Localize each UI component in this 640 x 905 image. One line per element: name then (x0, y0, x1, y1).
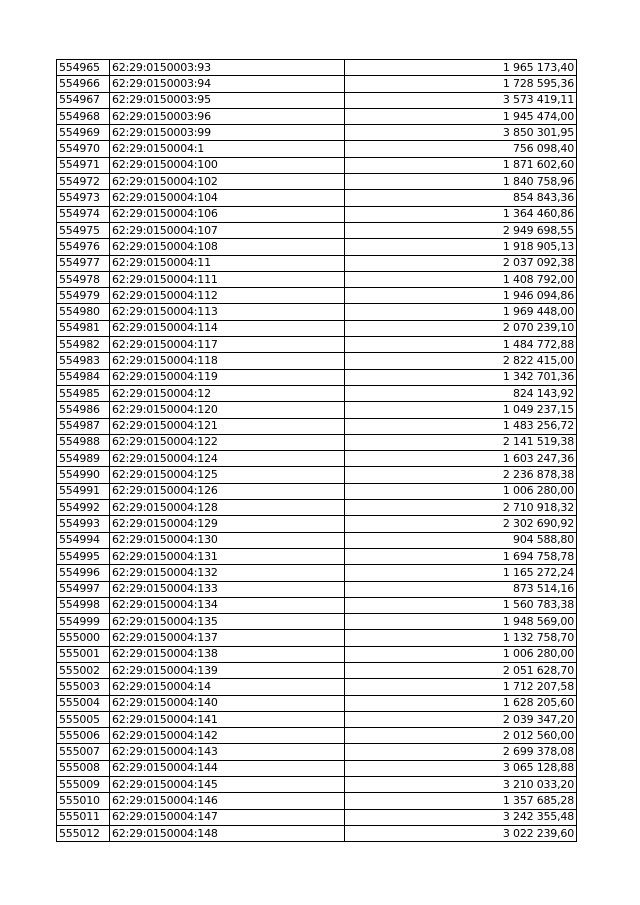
row-id: 555004 (57, 695, 110, 711)
cadastral-value: 1 969 448,00 (345, 304, 577, 320)
row-id: 555000 (57, 630, 110, 646)
cadastral-number: 62:29:0150004:148 (110, 825, 345, 841)
cadastral-number: 62:29:0150004:137 (110, 630, 345, 646)
row-id: 555003 (57, 679, 110, 695)
cadastral-value: 3 210 033,20 (345, 777, 577, 793)
cadastral-value: 1 628 205,60 (345, 695, 577, 711)
cadastral-number: 62:29:0150003:95 (110, 92, 345, 108)
row-id: 554996 (57, 565, 110, 581)
cadastral-number: 62:29:0150003:93 (110, 60, 345, 76)
row-id: 554977 (57, 255, 110, 271)
table-row (57, 304, 577, 320)
cadastral-value: 3 573 419,11 (345, 92, 577, 108)
row-id: 554972 (57, 174, 110, 190)
cadastral-number: 62:29:0150004:100 (110, 157, 345, 173)
table-row (57, 532, 577, 548)
row-id: 554980 (57, 304, 110, 320)
table-row (57, 483, 577, 499)
table-row (57, 141, 577, 157)
table-row (57, 744, 577, 760)
row-id: 554988 (57, 434, 110, 450)
table-row (57, 239, 577, 255)
cadastral-number: 62:29:0150004:147 (110, 809, 345, 825)
cadastral-value: 3 850 301,95 (345, 125, 577, 141)
table-row (57, 467, 577, 483)
cadastral-number: 62:29:0150004:146 (110, 793, 345, 809)
row-id: 555009 (57, 777, 110, 793)
cadastral-value: 1 006 280,00 (345, 646, 577, 662)
cadastral-number: 62:29:0150004:108 (110, 239, 345, 255)
cadastral-number: 62:29:0150004:117 (110, 337, 345, 353)
row-id: 555012 (57, 825, 110, 841)
cadastral-value: 873 514,16 (345, 581, 577, 597)
cadastral-value: 1 840 758,96 (345, 174, 577, 190)
table-row (57, 108, 577, 124)
cadastral-value: 2 236 878,38 (345, 467, 577, 483)
cadastral-value: 1 006 280,00 (345, 483, 577, 499)
cadastral-value: 3 065 128,88 (345, 760, 577, 776)
cadastral-number: 62:29:0150004:102 (110, 174, 345, 190)
cadastral-number: 62:29:0150004:120 (110, 402, 345, 418)
row-id: 554992 (57, 500, 110, 516)
cadastral-value: 2 141 519,38 (345, 434, 577, 450)
table-row (57, 402, 577, 418)
row-id: 554965 (57, 60, 110, 76)
cadastral-value: 1 165 272,24 (345, 565, 577, 581)
table-row (57, 92, 577, 108)
cadastral-number: 62:29:0150004:134 (110, 597, 345, 613)
table-row (57, 174, 577, 190)
cadastral-value: 1 342 701,36 (345, 369, 577, 385)
cadastral-number: 62:29:0150004:106 (110, 206, 345, 222)
table-row (57, 76, 577, 92)
row-id: 554979 (57, 288, 110, 304)
table-row (57, 288, 577, 304)
cadastral-value: 3 022 239,60 (345, 825, 577, 841)
table-row (57, 516, 577, 532)
cadastral-number: 62:29:0150004:138 (110, 646, 345, 662)
row-id: 554984 (57, 369, 110, 385)
table-row (57, 320, 577, 336)
cadastral-number: 62:29:0150004:113 (110, 304, 345, 320)
cadastral-value: 1 483 256,72 (345, 418, 577, 434)
table-row (57, 711, 577, 727)
row-id: 554973 (57, 190, 110, 206)
table-row (57, 434, 577, 450)
cadastral-number: 62:29:0150004:104 (110, 190, 345, 206)
row-id: 554989 (57, 451, 110, 467)
cadastral-number: 62:29:0150003:99 (110, 125, 345, 141)
row-id: 554975 (57, 222, 110, 238)
table-row (57, 679, 577, 695)
cadastral-number: 62:29:0150004:129 (110, 516, 345, 532)
cadastral-value: 2 070 239,10 (345, 320, 577, 336)
cadastral-value: 1 694 758,78 (345, 548, 577, 564)
table-row (57, 695, 577, 711)
row-id: 554976 (57, 239, 110, 255)
row-id: 555005 (57, 711, 110, 727)
cadastral-number: 62:29:0150004:107 (110, 222, 345, 238)
row-id: 554990 (57, 467, 110, 483)
cadastral-number: 62:29:0150004:114 (110, 320, 345, 336)
row-id: 554970 (57, 141, 110, 157)
cadastral-value: 2 012 560,00 (345, 728, 577, 744)
cadastral-value: 1 965 173,40 (345, 60, 577, 76)
cadastral-value: 2 822 415,00 (345, 353, 577, 369)
cadastral-value: 1 132 758,70 (345, 630, 577, 646)
cadastral-number: 62:29:0150004:143 (110, 744, 345, 760)
table-row (57, 728, 577, 744)
row-id: 554999 (57, 614, 110, 630)
row-id: 554986 (57, 402, 110, 418)
table-row (57, 597, 577, 613)
cadastral-number: 62:29:0150004:11 (110, 255, 345, 271)
cadastral-number: 62:29:0150004:128 (110, 500, 345, 516)
table-row (57, 125, 577, 141)
table-row (57, 190, 577, 206)
cadastral-number: 62:29:0150004:125 (110, 467, 345, 483)
table-row (57, 451, 577, 467)
row-id: 554985 (57, 385, 110, 401)
cadastral-number: 62:29:0150004:119 (110, 369, 345, 385)
cadastral-number: 62:29:0150004:142 (110, 728, 345, 744)
row-id: 554993 (57, 516, 110, 532)
cadastral-number: 62:29:0150004:130 (110, 532, 345, 548)
table-row (57, 793, 577, 809)
cadastral-value: 1 728 595,36 (345, 76, 577, 92)
row-id: 554978 (57, 271, 110, 287)
row-id: 554983 (57, 353, 110, 369)
cadastral-value: 2 039 347,20 (345, 711, 577, 727)
table-row (57, 548, 577, 564)
table-row (57, 206, 577, 222)
cadastral-number: 62:29:0150004:118 (110, 353, 345, 369)
table-row (57, 581, 577, 597)
table-row (57, 353, 577, 369)
row-id: 555006 (57, 728, 110, 744)
cadastral-number: 62:29:0150004:121 (110, 418, 345, 434)
table-row (57, 760, 577, 776)
cadastral-value: 1 484 772,88 (345, 337, 577, 353)
cadastral-value: 1 712 207,58 (345, 679, 577, 695)
table-row (57, 337, 577, 353)
row-id: 555007 (57, 744, 110, 760)
cadastral-number: 62:29:0150004:145 (110, 777, 345, 793)
table-row (57, 614, 577, 630)
table-row (57, 565, 577, 581)
row-id: 555010 (57, 793, 110, 809)
cadastral-number: 62:29:0150004:14 (110, 679, 345, 695)
cadastral-number: 62:29:0150004:111 (110, 271, 345, 287)
table-row (57, 255, 577, 271)
cadastral-number: 62:29:0150004:126 (110, 483, 345, 499)
row-id: 554981 (57, 320, 110, 336)
row-id: 554987 (57, 418, 110, 434)
table-row (57, 662, 577, 678)
cadastral-value: 2 051 628,70 (345, 662, 577, 678)
row-id: 554971 (57, 157, 110, 173)
cadastral-value: 1 948 569,00 (345, 614, 577, 630)
cadastral-value: 3 242 355,48 (345, 809, 577, 825)
cadastral-value: 1 603 247,36 (345, 451, 577, 467)
row-id: 554967 (57, 92, 110, 108)
table-row (57, 60, 577, 76)
table-row (57, 157, 577, 173)
row-id: 555002 (57, 662, 110, 678)
table-row (57, 646, 577, 662)
table-row (57, 385, 577, 401)
cadastral-number: 62:29:0150004:140 (110, 695, 345, 711)
row-id: 554995 (57, 548, 110, 564)
table-body (57, 60, 577, 842)
table-row (57, 222, 577, 238)
row-id: 554974 (57, 206, 110, 222)
row-id: 554994 (57, 532, 110, 548)
cadastral-value: 756 098,40 (345, 141, 577, 157)
table-row (57, 500, 577, 516)
cadastral-value: 1 918 905,13 (345, 239, 577, 255)
table-row (57, 369, 577, 385)
table-row (57, 777, 577, 793)
cadastral-value-table (56, 59, 577, 842)
row-id: 554998 (57, 597, 110, 613)
row-id: 555008 (57, 760, 110, 776)
row-id: 555011 (57, 809, 110, 825)
row-id: 554969 (57, 125, 110, 141)
cadastral-value: 1 357 685,28 (345, 793, 577, 809)
row-id: 554997 (57, 581, 110, 597)
cadastral-value: 1 871 602,60 (345, 157, 577, 173)
cadastral-number: 62:29:0150004:133 (110, 581, 345, 597)
cadastral-number: 62:29:0150004:132 (110, 565, 345, 581)
cadastral-number: 62:29:0150003:94 (110, 76, 345, 92)
cadastral-number: 62:29:0150004:12 (110, 385, 345, 401)
cadastral-number: 62:29:0150003:96 (110, 108, 345, 124)
cadastral-number: 62:29:0150004:122 (110, 434, 345, 450)
cadastral-value: 1 945 474,00 (345, 108, 577, 124)
cadastral-value: 824 143,92 (345, 385, 577, 401)
cadastral-value: 2 302 690,92 (345, 516, 577, 532)
cadastral-value: 904 588,80 (345, 532, 577, 548)
cadastral-number: 62:29:0150004:139 (110, 662, 345, 678)
table-row (57, 630, 577, 646)
cadastral-number: 62:29:0150004:124 (110, 451, 345, 467)
cadastral-value: 1 408 792,00 (345, 271, 577, 287)
table-row (57, 825, 577, 841)
row-id: 554982 (57, 337, 110, 353)
cadastral-value: 2 037 092,38 (345, 255, 577, 271)
cadastral-value: 2 699 378,08 (345, 744, 577, 760)
table-row (57, 809, 577, 825)
table-row (57, 418, 577, 434)
cadastral-number: 62:29:0150004:1 (110, 141, 345, 157)
cadastral-value: 2 710 918,32 (345, 500, 577, 516)
row-id: 554966 (57, 76, 110, 92)
cadastral-value: 854 843,36 (345, 190, 577, 206)
cadastral-value: 1 946 094,86 (345, 288, 577, 304)
cadastral-number: 62:29:0150004:141 (110, 711, 345, 727)
table-row (57, 271, 577, 287)
cadastral-number: 62:29:0150004:144 (110, 760, 345, 776)
row-id: 554991 (57, 483, 110, 499)
cadastral-value: 1 364 460,86 (345, 206, 577, 222)
cadastral-value: 1 049 237,15 (345, 402, 577, 418)
row-id: 555001 (57, 646, 110, 662)
cadastral-value: 2 949 698,55 (345, 222, 577, 238)
row-id: 554968 (57, 108, 110, 124)
cadastral-value: 1 560 783,38 (345, 597, 577, 613)
cadastral-number: 62:29:0150004:135 (110, 614, 345, 630)
cadastral-number: 62:29:0150004:112 (110, 288, 345, 304)
cadastral-number: 62:29:0150004:131 (110, 548, 345, 564)
